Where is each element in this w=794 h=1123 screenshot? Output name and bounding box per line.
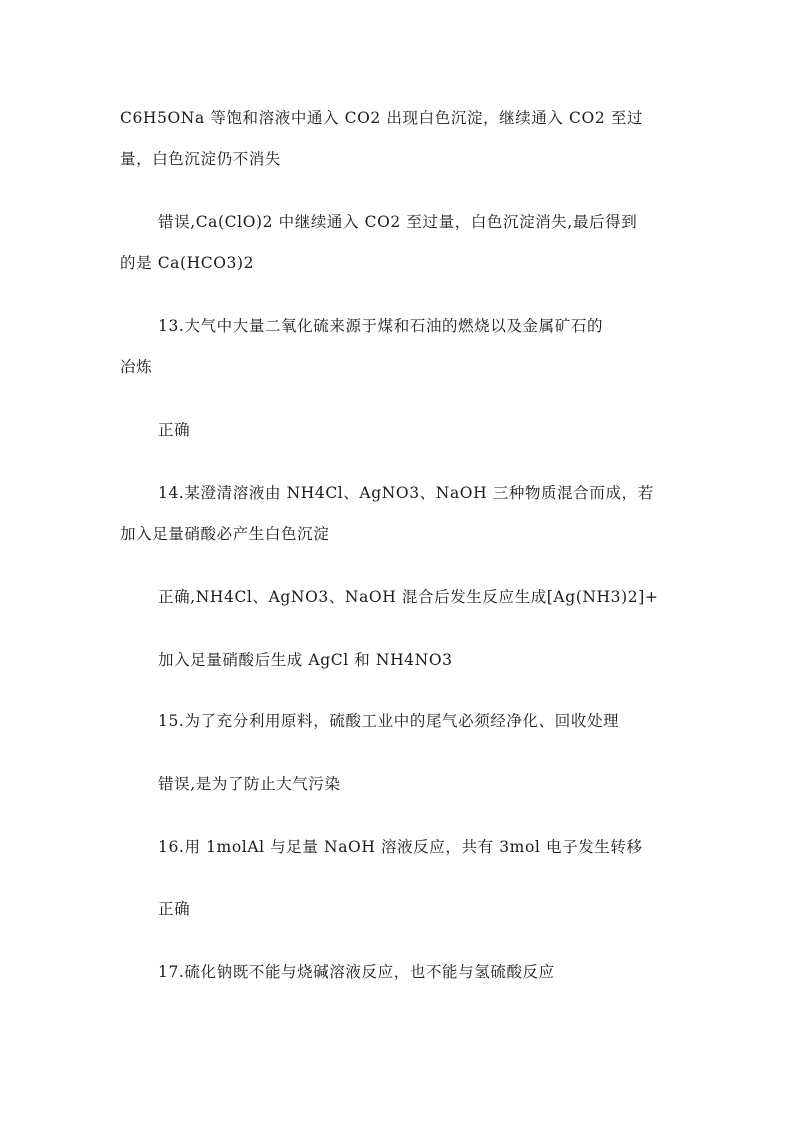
- text-line: 错误,是为了防止大气污染: [158, 775, 341, 793]
- text-line: 13.大气中大量二氧化硫来源于煤和石油的燃烧以及金属矿石的: [158, 317, 604, 335]
- text-line: C6H5ONa 等饱和溶液中通入 CO2 出现白色沉淀，继续通入 CO2 至过: [120, 109, 644, 127]
- text-line: 量，白色沉淀仍不消失: [120, 150, 282, 168]
- text-line: 15.为了充分利用原料，硫酸工业中的尾气必须经净化、回收处理: [158, 712, 620, 730]
- text-line: 16.用 1molAl 与足量 NaOH 溶液反应，共有 3mol 电子发生转移: [158, 838, 643, 856]
- text-line: 正确: [158, 900, 191, 918]
- text-line: 加入足量硝酸必产生白色沉淀: [120, 525, 330, 543]
- text-line: 17.硫化钠既不能与烧碱溶液反应，也不能与氢硫酸反应: [158, 963, 555, 981]
- text-line: 错误,Ca(ClO)2 中继续通入 CO2 至过量，白色沉淀消失,最后得到: [158, 213, 638, 231]
- text-line: 冶炼: [120, 358, 153, 376]
- text-line: 正确: [158, 421, 191, 439]
- text-line: 14.某澄清溶液由 NH4Cl、AgNO3、NaOH 三种物质混合而成，若: [158, 484, 654, 502]
- text-line: 加入足量硝酸后生成 AgCl 和 NH4NO3: [158, 651, 453, 669]
- text-line: 正确,NH4Cl、AgNO3、NaOH 混合后发生反应生成[Ag(NH3)2]+: [158, 588, 659, 606]
- text-line: 的是 Ca(HCO3)2: [120, 254, 255, 272]
